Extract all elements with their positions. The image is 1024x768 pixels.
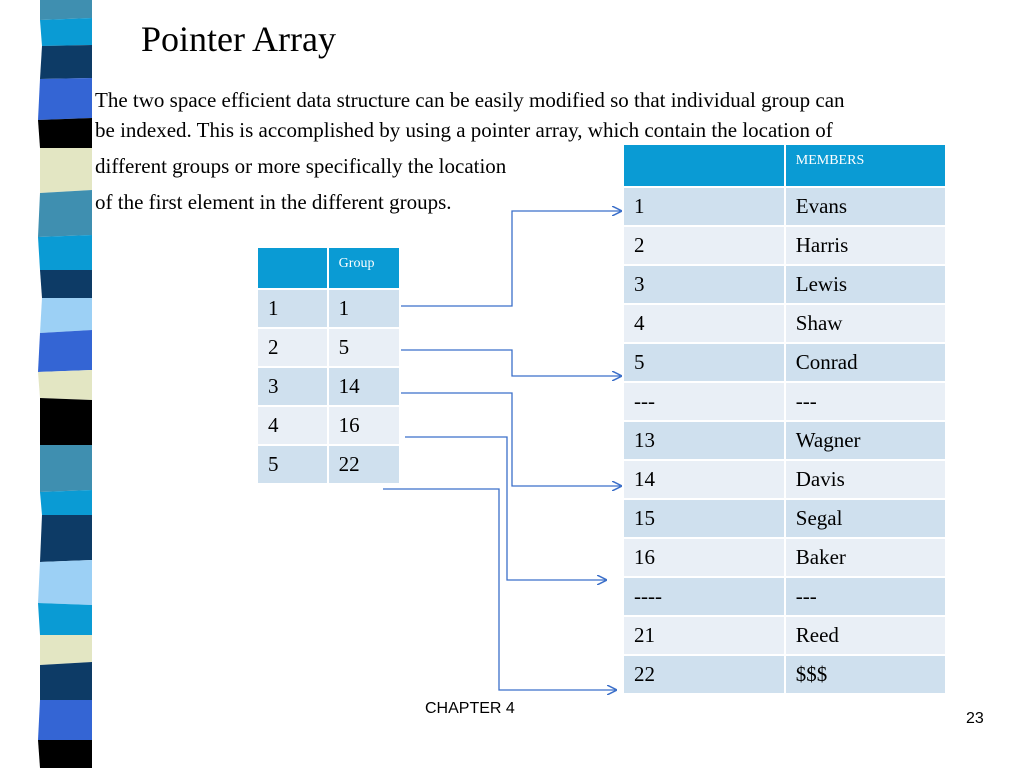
pointer-arrow-group-3 (401, 393, 621, 486)
member-name-cell: Davis (785, 460, 946, 499)
member-name-cell: --- (785, 382, 946, 421)
members-table-header-members: MEMBERS (785, 144, 946, 187)
member-index-cell: ---- (623, 577, 785, 616)
paragraph-line-4: of the first element in the different groups. (95, 190, 452, 214)
member-name-cell: Shaw (785, 304, 946, 343)
member-name-cell: $$$ (785, 655, 946, 694)
group-pointer-cell: 16 (328, 406, 400, 445)
member-index-cell: --- (623, 382, 785, 421)
group-index-cell: 5 (257, 445, 328, 484)
member-index-cell: 21 (623, 616, 785, 655)
slide-title: Pointer Array (141, 19, 336, 59)
group-index-cell: 4 (257, 406, 328, 445)
member-name-cell: Segal (785, 499, 946, 538)
group-pointer-cell: 1 (328, 289, 400, 328)
group-pointer-cell: 5 (328, 328, 400, 367)
member-index-cell: 4 (623, 304, 785, 343)
member-index-cell: 5 (623, 343, 785, 382)
paragraph-line-2: be indexed. This is accomplished by using a pointer array, which contain the location of (95, 118, 833, 142)
member-index-cell: 15 (623, 499, 785, 538)
group-index-cell: 1 (257, 289, 328, 328)
pointer-arrow-group-4 (405, 437, 606, 580)
member-name-cell: Harris (785, 226, 946, 265)
member-name-cell: Conrad (785, 343, 946, 382)
member-name-cell: Lewis (785, 265, 946, 304)
group-pointer-cell: 22 (328, 445, 400, 484)
member-index-cell: 3 (623, 265, 785, 304)
pointer-arrow-group-5 (383, 489, 616, 690)
member-name-cell: --- (785, 577, 946, 616)
group-index-cell: 3 (257, 367, 328, 406)
member-index-cell: 2 (623, 226, 785, 265)
member-name-cell: Wagner (785, 421, 946, 460)
pointer-arrow-group-1 (401, 211, 621, 306)
footer-chapter: CHAPTER 4 (425, 700, 515, 717)
page-number: 23 (966, 710, 984, 727)
member-index-cell: 1 (623, 187, 785, 226)
paragraph-line-3: different groups or more specifically the location (95, 154, 507, 178)
member-name-cell: Reed (785, 616, 946, 655)
member-name-cell: Evans (785, 187, 946, 226)
member-index-cell: 14 (623, 460, 785, 499)
paragraph-line-1: The two space efficient data structure can be easily modified so that individual group can (95, 88, 845, 112)
member-index-cell: 13 (623, 421, 785, 460)
pointer-arrow-group-2 (401, 350, 621, 376)
member-index-cell: 22 (623, 655, 785, 694)
member-index-cell: 16 (623, 538, 785, 577)
group-pointer-cell: 14 (328, 367, 400, 406)
member-name-cell: Baker (785, 538, 946, 577)
group-index-cell: 2 (257, 328, 328, 367)
group-table-header-group: Group (328, 247, 400, 289)
